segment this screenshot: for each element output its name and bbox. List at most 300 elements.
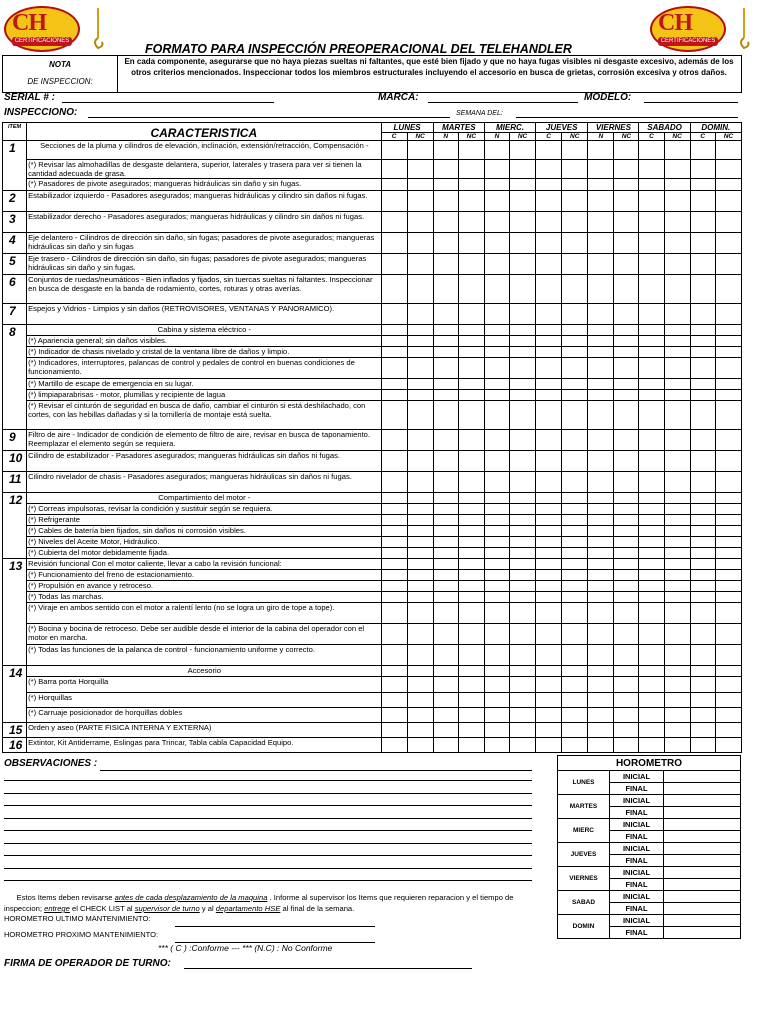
check-cell[interactable]: [614, 693, 639, 708]
check-cell[interactable]: [509, 537, 535, 548]
check-cell[interactable]: [664, 451, 690, 472]
check-cell[interactable]: [588, 325, 614, 336]
check-cell[interactable]: [614, 537, 639, 548]
check-cell[interactable]: [484, 666, 509, 677]
check-cell[interactable]: [381, 233, 407, 254]
check-cell[interactable]: [690, 738, 715, 753]
check-cell[interactable]: [715, 708, 741, 723]
check-cell[interactable]: [381, 325, 407, 336]
check-cell[interactable]: [690, 233, 715, 254]
check-cell[interactable]: [536, 254, 562, 275]
check-cell[interactable]: [664, 603, 690, 624]
check-cell[interactable]: [614, 401, 639, 430]
check-cell[interactable]: [562, 472, 588, 493]
check-cell[interactable]: [639, 233, 664, 254]
check-cell[interactable]: [536, 677, 562, 693]
check-cell[interactable]: [484, 493, 509, 504]
check-cell[interactable]: [458, 451, 484, 472]
check-cell[interactable]: [484, 451, 509, 472]
check-cell[interactable]: [664, 548, 690, 559]
check-cell[interactable]: [536, 693, 562, 708]
check-cell[interactable]: [458, 738, 484, 753]
check-cell[interactable]: [433, 570, 458, 581]
check-cell[interactable]: [536, 526, 562, 537]
check-cell[interactable]: [614, 493, 639, 504]
check-cell[interactable]: [509, 666, 535, 677]
check-cell[interactable]: [433, 537, 458, 548]
check-cell[interactable]: [458, 304, 484, 325]
check-cell[interactable]: [639, 430, 664, 451]
check-cell[interactable]: [381, 645, 407, 666]
check-cell[interactable]: [639, 592, 664, 603]
check-cell[interactable]: [639, 693, 664, 708]
check-cell[interactable]: [381, 666, 407, 677]
check-cell[interactable]: [433, 275, 458, 304]
check-cell[interactable]: [484, 708, 509, 723]
check-cell[interactable]: [639, 472, 664, 493]
check-cell[interactable]: [690, 645, 715, 666]
check-cell[interactable]: [690, 179, 715, 191]
check-cell[interactable]: [536, 624, 562, 645]
check-cell[interactable]: [664, 537, 690, 548]
check-cell[interactable]: [433, 526, 458, 537]
check-cell[interactable]: [614, 570, 639, 581]
check-cell[interactable]: [715, 526, 741, 537]
check-cell[interactable]: [407, 504, 433, 515]
check-cell[interactable]: [381, 347, 407, 358]
check-cell[interactable]: [664, 515, 690, 526]
check-cell[interactable]: [562, 325, 588, 336]
check-cell[interactable]: [458, 179, 484, 191]
horometro-value-cell[interactable]: [664, 867, 741, 879]
check-cell[interactable]: [690, 603, 715, 624]
check-cell[interactable]: [562, 738, 588, 753]
check-cell[interactable]: [407, 304, 433, 325]
serial-input[interactable]: [62, 92, 274, 103]
check-cell[interactable]: [639, 708, 664, 723]
check-cell[interactable]: [407, 179, 433, 191]
check-cell[interactable]: [484, 401, 509, 430]
check-cell[interactable]: [458, 708, 484, 723]
check-cell[interactable]: [664, 708, 690, 723]
check-cell[interactable]: [484, 275, 509, 304]
check-cell[interactable]: [407, 645, 433, 666]
check-cell[interactable]: [664, 347, 690, 358]
check-cell[interactable]: [614, 160, 639, 179]
check-cell[interactable]: [509, 347, 535, 358]
check-cell[interactable]: [407, 160, 433, 179]
check-cell[interactable]: [536, 141, 562, 160]
check-cell[interactable]: [509, 708, 535, 723]
check-cell[interactable]: [407, 515, 433, 526]
check-cell[interactable]: [509, 570, 535, 581]
check-cell[interactable]: [458, 212, 484, 233]
check-cell[interactable]: [536, 738, 562, 753]
check-cell[interactable]: [407, 526, 433, 537]
observation-line[interactable]: [4, 770, 532, 781]
check-cell[interactable]: [588, 570, 614, 581]
check-cell[interactable]: [690, 666, 715, 677]
horometro-value-cell[interactable]: [664, 819, 741, 831]
check-cell[interactable]: [614, 275, 639, 304]
check-cell[interactable]: [433, 141, 458, 160]
check-cell[interactable]: [614, 472, 639, 493]
check-cell[interactable]: [639, 493, 664, 504]
inspecciono-input[interactable]: [88, 107, 450, 118]
check-cell[interactable]: [509, 275, 535, 304]
check-cell[interactable]: [509, 645, 535, 666]
check-cell[interactable]: [664, 504, 690, 515]
check-cell[interactable]: [407, 677, 433, 693]
check-cell[interactable]: [381, 493, 407, 504]
check-cell[interactable]: [536, 160, 562, 179]
check-cell[interactable]: [588, 275, 614, 304]
check-cell[interactable]: [458, 559, 484, 570]
check-cell[interactable]: [664, 693, 690, 708]
check-cell[interactable]: [639, 141, 664, 160]
check-cell[interactable]: [536, 347, 562, 358]
check-cell[interactable]: [715, 358, 741, 379]
marca-input[interactable]: [428, 92, 578, 103]
check-cell[interactable]: [562, 723, 588, 738]
check-cell[interactable]: [639, 624, 664, 645]
check-cell[interactable]: [509, 677, 535, 693]
check-cell[interactable]: [562, 304, 588, 325]
check-cell[interactable]: [715, 212, 741, 233]
check-cell[interactable]: [433, 304, 458, 325]
check-cell[interactable]: [614, 548, 639, 559]
check-cell[interactable]: [639, 275, 664, 304]
check-cell[interactable]: [690, 526, 715, 537]
check-cell[interactable]: [562, 379, 588, 390]
check-cell[interactable]: [536, 401, 562, 430]
check-cell[interactable]: [588, 592, 614, 603]
check-cell[interactable]: [715, 430, 741, 451]
check-cell[interactable]: [484, 358, 509, 379]
check-cell[interactable]: [433, 430, 458, 451]
check-cell[interactable]: [433, 233, 458, 254]
check-cell[interactable]: [715, 141, 741, 160]
check-cell[interactable]: [614, 526, 639, 537]
check-cell[interactable]: [381, 592, 407, 603]
check-cell[interactable]: [639, 537, 664, 548]
check-cell[interactable]: [639, 677, 664, 693]
check-cell[interactable]: [690, 160, 715, 179]
check-cell[interactable]: [484, 515, 509, 526]
check-cell[interactable]: [588, 304, 614, 325]
check-cell[interactable]: [536, 472, 562, 493]
check-cell[interactable]: [536, 581, 562, 592]
check-cell[interactable]: [381, 304, 407, 325]
check-cell[interactable]: [562, 401, 588, 430]
horometro-ultimo-input[interactable]: [175, 918, 375, 927]
observation-line[interactable]: [4, 870, 532, 881]
check-cell[interactable]: [614, 603, 639, 624]
check-cell[interactable]: [381, 275, 407, 304]
check-cell[interactable]: [509, 581, 535, 592]
check-cell[interactable]: [484, 254, 509, 275]
check-cell[interactable]: [664, 401, 690, 430]
check-cell[interactable]: [690, 548, 715, 559]
check-cell[interactable]: [715, 677, 741, 693]
horometro-value-cell[interactable]: [664, 807, 741, 819]
check-cell[interactable]: [407, 430, 433, 451]
check-cell[interactable]: [407, 401, 433, 430]
check-cell[interactable]: [458, 592, 484, 603]
check-cell[interactable]: [639, 548, 664, 559]
check-cell[interactable]: [639, 526, 664, 537]
check-cell[interactable]: [715, 451, 741, 472]
check-cell[interactable]: [614, 325, 639, 336]
check-cell[interactable]: [588, 738, 614, 753]
check-cell[interactable]: [639, 570, 664, 581]
check-cell[interactable]: [484, 526, 509, 537]
check-cell[interactable]: [407, 212, 433, 233]
check-cell[interactable]: [639, 212, 664, 233]
check-cell[interactable]: [715, 537, 741, 548]
check-cell[interactable]: [639, 603, 664, 624]
check-cell[interactable]: [562, 526, 588, 537]
check-cell[interactable]: [562, 548, 588, 559]
check-cell[interactable]: [588, 233, 614, 254]
check-cell[interactable]: [614, 304, 639, 325]
check-cell[interactable]: [381, 526, 407, 537]
check-cell[interactable]: [715, 603, 741, 624]
check-cell[interactable]: [690, 537, 715, 548]
check-cell[interactable]: [614, 677, 639, 693]
check-cell[interactable]: [536, 723, 562, 738]
check-cell[interactable]: [614, 430, 639, 451]
check-cell[interactable]: [562, 233, 588, 254]
check-cell[interactable]: [715, 347, 741, 358]
check-cell[interactable]: [407, 723, 433, 738]
check-cell[interactable]: [715, 472, 741, 493]
check-cell[interactable]: [381, 141, 407, 160]
check-cell[interactable]: [433, 603, 458, 624]
check-cell[interactable]: [690, 347, 715, 358]
check-cell[interactable]: [484, 325, 509, 336]
check-cell[interactable]: [381, 581, 407, 592]
check-cell[interactable]: [458, 325, 484, 336]
check-cell[interactable]: [562, 451, 588, 472]
check-cell[interactable]: [562, 693, 588, 708]
check-cell[interactable]: [715, 390, 741, 401]
check-cell[interactable]: [458, 254, 484, 275]
check-cell[interactable]: [690, 493, 715, 504]
check-cell[interactable]: [509, 141, 535, 160]
check-cell[interactable]: [614, 347, 639, 358]
check-cell[interactable]: [381, 358, 407, 379]
check-cell[interactable]: [690, 336, 715, 347]
check-cell[interactable]: [484, 347, 509, 358]
check-cell[interactable]: [509, 451, 535, 472]
check-cell[interactable]: [458, 390, 484, 401]
check-cell[interactable]: [484, 559, 509, 570]
check-cell[interactable]: [664, 526, 690, 537]
check-cell[interactable]: [381, 390, 407, 401]
check-cell[interactable]: [536, 570, 562, 581]
check-cell[interactable]: [458, 160, 484, 179]
check-cell[interactable]: [639, 390, 664, 401]
check-cell[interactable]: [715, 581, 741, 592]
check-cell[interactable]: [715, 645, 741, 666]
check-cell[interactable]: [639, 723, 664, 738]
check-cell[interactable]: [664, 645, 690, 666]
check-cell[interactable]: [458, 537, 484, 548]
check-cell[interactable]: [715, 592, 741, 603]
check-cell[interactable]: [536, 451, 562, 472]
check-cell[interactable]: [381, 693, 407, 708]
check-cell[interactable]: [433, 493, 458, 504]
check-cell[interactable]: [458, 430, 484, 451]
check-cell[interactable]: [588, 537, 614, 548]
check-cell[interactable]: [614, 179, 639, 191]
check-cell[interactable]: [664, 141, 690, 160]
check-cell[interactable]: [381, 603, 407, 624]
check-cell[interactable]: [715, 336, 741, 347]
check-cell[interactable]: [433, 379, 458, 390]
check-cell[interactable]: [690, 379, 715, 390]
check-cell[interactable]: [588, 401, 614, 430]
check-cell[interactable]: [690, 592, 715, 603]
check-cell[interactable]: [536, 275, 562, 304]
check-cell[interactable]: [509, 191, 535, 212]
check-cell[interactable]: [690, 430, 715, 451]
check-cell[interactable]: [381, 336, 407, 347]
check-cell[interactable]: [715, 570, 741, 581]
check-cell[interactable]: [639, 347, 664, 358]
check-cell[interactable]: [407, 472, 433, 493]
check-cell[interactable]: [690, 693, 715, 708]
check-cell[interactable]: [588, 677, 614, 693]
check-cell[interactable]: [433, 581, 458, 592]
check-cell[interactable]: [562, 212, 588, 233]
check-cell[interactable]: [484, 548, 509, 559]
check-cell[interactable]: [433, 548, 458, 559]
check-cell[interactable]: [588, 430, 614, 451]
check-cell[interactable]: [381, 379, 407, 390]
modelo-input[interactable]: [644, 92, 738, 103]
check-cell[interactable]: [536, 390, 562, 401]
observation-line[interactable]: [4, 833, 532, 844]
check-cell[interactable]: [715, 504, 741, 515]
check-cell[interactable]: [639, 581, 664, 592]
check-cell[interactable]: [536, 304, 562, 325]
check-cell[interactable]: [407, 559, 433, 570]
check-cell[interactable]: [664, 666, 690, 677]
horometro-value-cell[interactable]: [664, 915, 741, 927]
horometro-value-cell[interactable]: [664, 843, 741, 855]
check-cell[interactable]: [407, 666, 433, 677]
check-cell[interactable]: [458, 336, 484, 347]
check-cell[interactable]: [715, 191, 741, 212]
check-cell[interactable]: [639, 738, 664, 753]
check-cell[interactable]: [509, 325, 535, 336]
check-cell[interactable]: [433, 336, 458, 347]
check-cell[interactable]: [484, 336, 509, 347]
check-cell[interactable]: [407, 592, 433, 603]
check-cell[interactable]: [381, 504, 407, 515]
check-cell[interactable]: [715, 160, 741, 179]
check-cell[interactable]: [381, 254, 407, 275]
check-cell[interactable]: [484, 624, 509, 645]
check-cell[interactable]: [433, 212, 458, 233]
horometro-proximo-input[interactable]: [175, 934, 375, 943]
check-cell[interactable]: [536, 336, 562, 347]
check-cell[interactable]: [509, 738, 535, 753]
check-cell[interactable]: [484, 504, 509, 515]
check-cell[interactable]: [588, 666, 614, 677]
check-cell[interactable]: [407, 275, 433, 304]
check-cell[interactable]: [639, 254, 664, 275]
check-cell[interactable]: [458, 379, 484, 390]
check-cell[interactable]: [562, 493, 588, 504]
check-cell[interactable]: [715, 723, 741, 738]
check-cell[interactable]: [690, 723, 715, 738]
check-cell[interactable]: [407, 254, 433, 275]
check-cell[interactable]: [639, 515, 664, 526]
check-cell[interactable]: [407, 233, 433, 254]
check-cell[interactable]: [614, 141, 639, 160]
check-cell[interactable]: [614, 581, 639, 592]
check-cell[interactable]: [458, 275, 484, 304]
check-cell[interactable]: [433, 723, 458, 738]
check-cell[interactable]: [536, 493, 562, 504]
check-cell[interactable]: [484, 430, 509, 451]
check-cell[interactable]: [690, 472, 715, 493]
check-cell[interactable]: [588, 451, 614, 472]
check-cell[interactable]: [562, 559, 588, 570]
check-cell[interactable]: [509, 526, 535, 537]
firma-input[interactable]: [184, 956, 472, 969]
check-cell[interactable]: [407, 570, 433, 581]
check-cell[interactable]: [433, 390, 458, 401]
check-cell[interactable]: [433, 624, 458, 645]
check-cell[interactable]: [509, 559, 535, 570]
check-cell[interactable]: [407, 191, 433, 212]
check-cell[interactable]: [614, 336, 639, 347]
check-cell[interactable]: [614, 515, 639, 526]
check-cell[interactable]: [458, 548, 484, 559]
check-cell[interactable]: [381, 430, 407, 451]
check-cell[interactable]: [562, 336, 588, 347]
check-cell[interactable]: [588, 347, 614, 358]
check-cell[interactable]: [639, 504, 664, 515]
check-cell[interactable]: [639, 179, 664, 191]
check-cell[interactable]: [433, 738, 458, 753]
check-cell[interactable]: [381, 401, 407, 430]
check-cell[interactable]: [715, 624, 741, 645]
check-cell[interactable]: [588, 141, 614, 160]
check-cell[interactable]: [588, 191, 614, 212]
check-cell[interactable]: [509, 603, 535, 624]
check-cell[interactable]: [664, 592, 690, 603]
horometro-value-cell[interactable]: [664, 795, 741, 807]
check-cell[interactable]: [536, 212, 562, 233]
check-cell[interactable]: [407, 347, 433, 358]
check-cell[interactable]: [509, 401, 535, 430]
check-cell[interactable]: [588, 526, 614, 537]
check-cell[interactable]: [690, 254, 715, 275]
check-cell[interactable]: [562, 677, 588, 693]
check-cell[interactable]: [458, 624, 484, 645]
check-cell[interactable]: [484, 570, 509, 581]
check-cell[interactable]: [484, 191, 509, 212]
check-cell[interactable]: [509, 515, 535, 526]
check-cell[interactable]: [509, 379, 535, 390]
check-cell[interactable]: [536, 708, 562, 723]
check-cell[interactable]: [588, 358, 614, 379]
